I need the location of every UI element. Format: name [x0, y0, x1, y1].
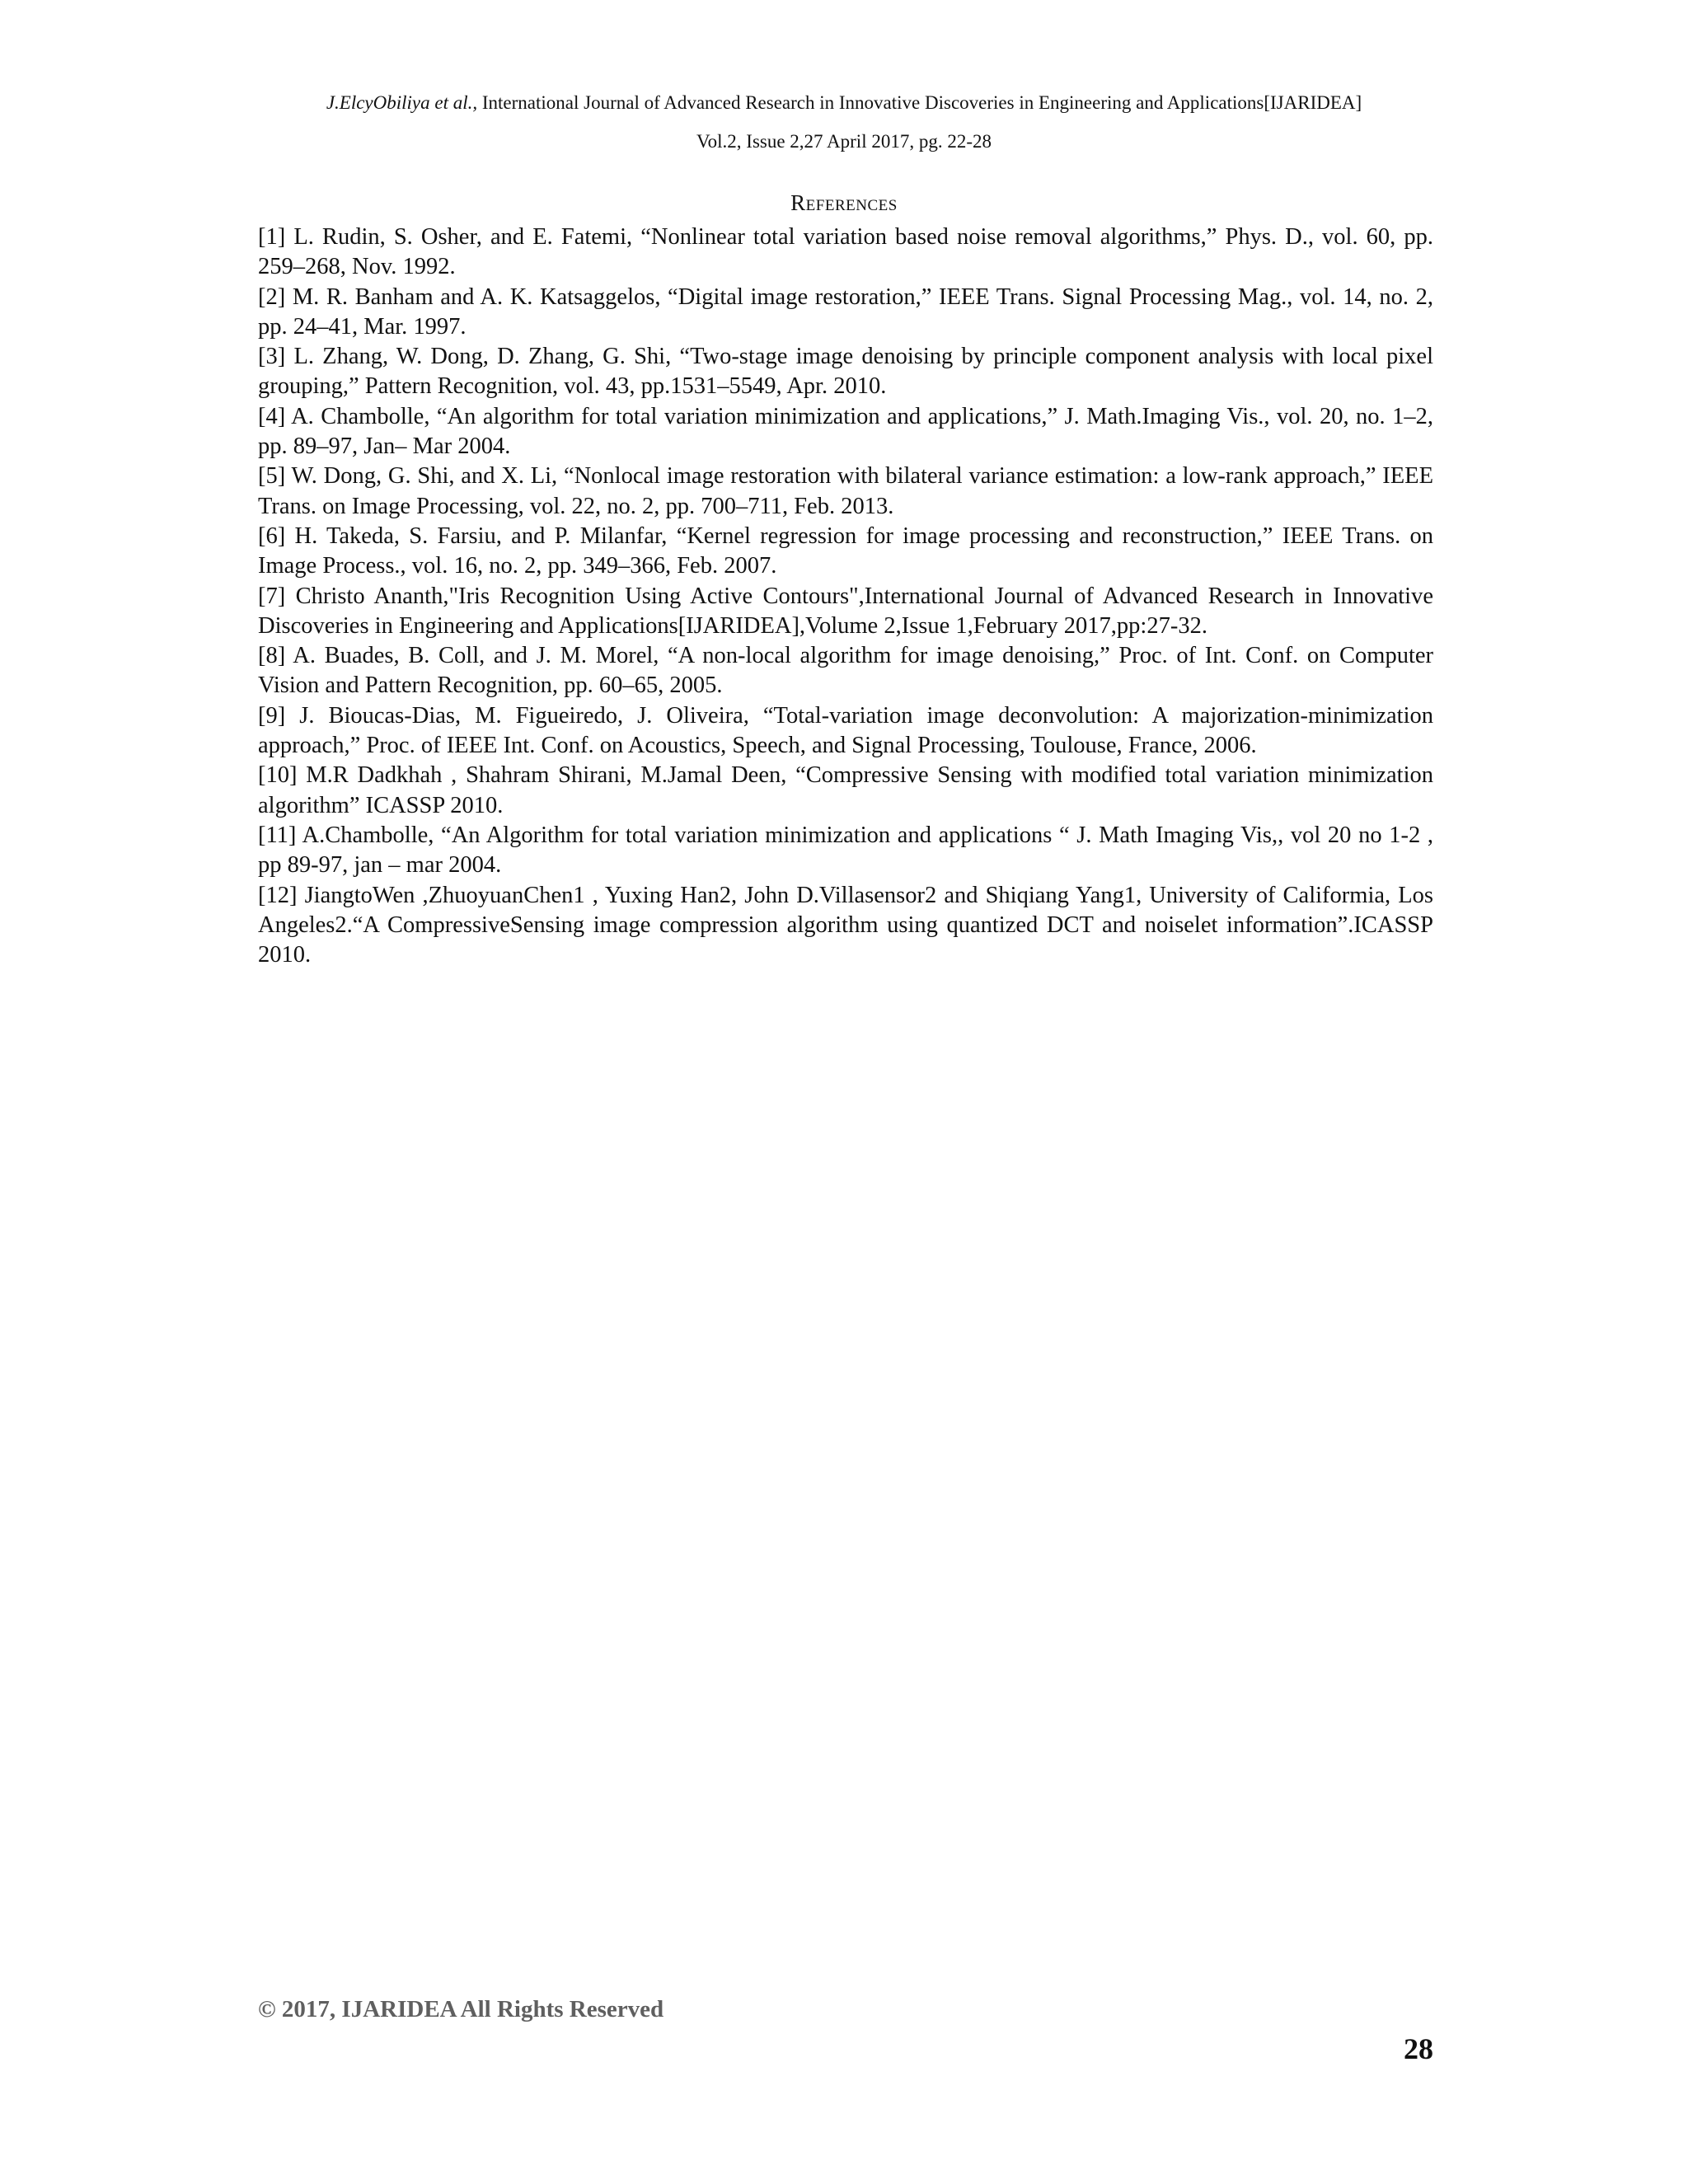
reference-list — [258, 223, 1433, 970]
reference-item-1: [1] L. Rudin, S. Osher, and E. Fatemi, “Nonlinear total variation based noise removal algorithms,” Phys. D., vol. 60, pp. 259–268, Nov. 1992. — [258, 224, 1433, 280]
header-authors: J.ElcyObiliya et al., — [326, 92, 478, 113]
header-issue-info: Vol.2, Issue 2,27 April 2017, pg. 22-28 — [696, 131, 992, 152]
header-journal-name: International Journal of Advanced Research in Innovative Discoveries in Engineering and Applications[IJARIDEA] — [477, 92, 1362, 113]
references-heading: References — [790, 190, 898, 215]
reference-item-5: [5] W. Dong, G. Shi, and X. Li, “Nonlocal image restoration with bilateral variance estimation: a low-rank approach,” IEEE Trans. on Image Processing, vol. 22, no. 2, pp. 700–711, Feb. 2013. — [258, 463, 1433, 519]
running-header — [0, 91, 1688, 115]
reference-item-4: [4] A. Chambolle, “An algorithm for total variation minimization and applications,” J. Math.Imaging Vis., vol. 20, no. 1–2, pp. 89–97, Jan– Mar 2004. — [258, 403, 1433, 460]
reference-item-7: [7] Christo Ananth,"Iris Recognition Using Active Contours",International Journal of Advanced Research in Innovative Discoveries in Engineering and Applications[IJARIDEA],Volume 2,Issue 1,February 2017,pp:27-32. — [258, 583, 1433, 639]
page-number: 28 — [1404, 2032, 1433, 2065]
reference-item-3: [3] L. Zhang, W. Dong, D. Zhang, G. Shi, “Two-stage image denoising by principle component analysis with local pixel grouping,” Pattern Recognition, vol. 43, pp.1531–5549, Apr. 2010. — [258, 344, 1433, 400]
reference-item-12: [12] JiangtoWen ,ZhuoyuanChen1 , Yuxing Han2, John D.Villasensor2 and Shiqiang Yang1, University of Califormia, Los Angeles2.“A CompressiveSensing image compression algorithm using quantized DCT and noiselet information”.ICASSP 2010. — [258, 882, 1433, 968]
reference-item-8: [8] A. Buades, B. Coll, and J. M. Morel, “A non-local algorithm for image denoising,” Proc. of Int. Conf. on Computer Vision and Pattern Recognition, pp. 60–65, 2005. — [258, 643, 1433, 699]
reference-item-11: [11] A.Chambolle, “An Algorithm for total variation minimization and applications “ J. Math Imaging Vis,, vol 20 no 1-2 , pp 89-97, jan – mar 2004. — [258, 822, 1433, 879]
footer-copyright: © 2017, IJARIDEA All Rights Reserved — [258, 1996, 664, 2022]
reference-item-6: [6] H. Takeda, S. Farsiu, and P. Milanfar, “Kernel regression for image processing and reconstruction,” IEEE Trans. on Image Process., vol. 16, no. 2, pp. 349–366, Feb. 2007. — [258, 523, 1433, 579]
reference-item-9: [9] J. Bioucas-Dias, M. Figueiredo, J. Oliveira, “Total-variation image deconvolution: A majorization-minimization approach,” Proc. of IEEE Int. Conf. on Acoustics, Speech, and Signal Processing, Toulouse, France, 2006. — [258, 702, 1433, 759]
reference-item-2: [2] M. R. Banham and A. K. Katsaggelos, “Digital image restoration,” IEEE Trans. Signal Processing Mag., vol. 14, no. 2, pp. 24–41, Mar. 1997. — [258, 284, 1433, 340]
reference-item-10: [10] M.R Dadkhah , Shahram Shirani, M.Jamal Deen, “Compressive Sensing with modified total variation minimization algorithm” ICASSP 2010. — [258, 762, 1433, 818]
